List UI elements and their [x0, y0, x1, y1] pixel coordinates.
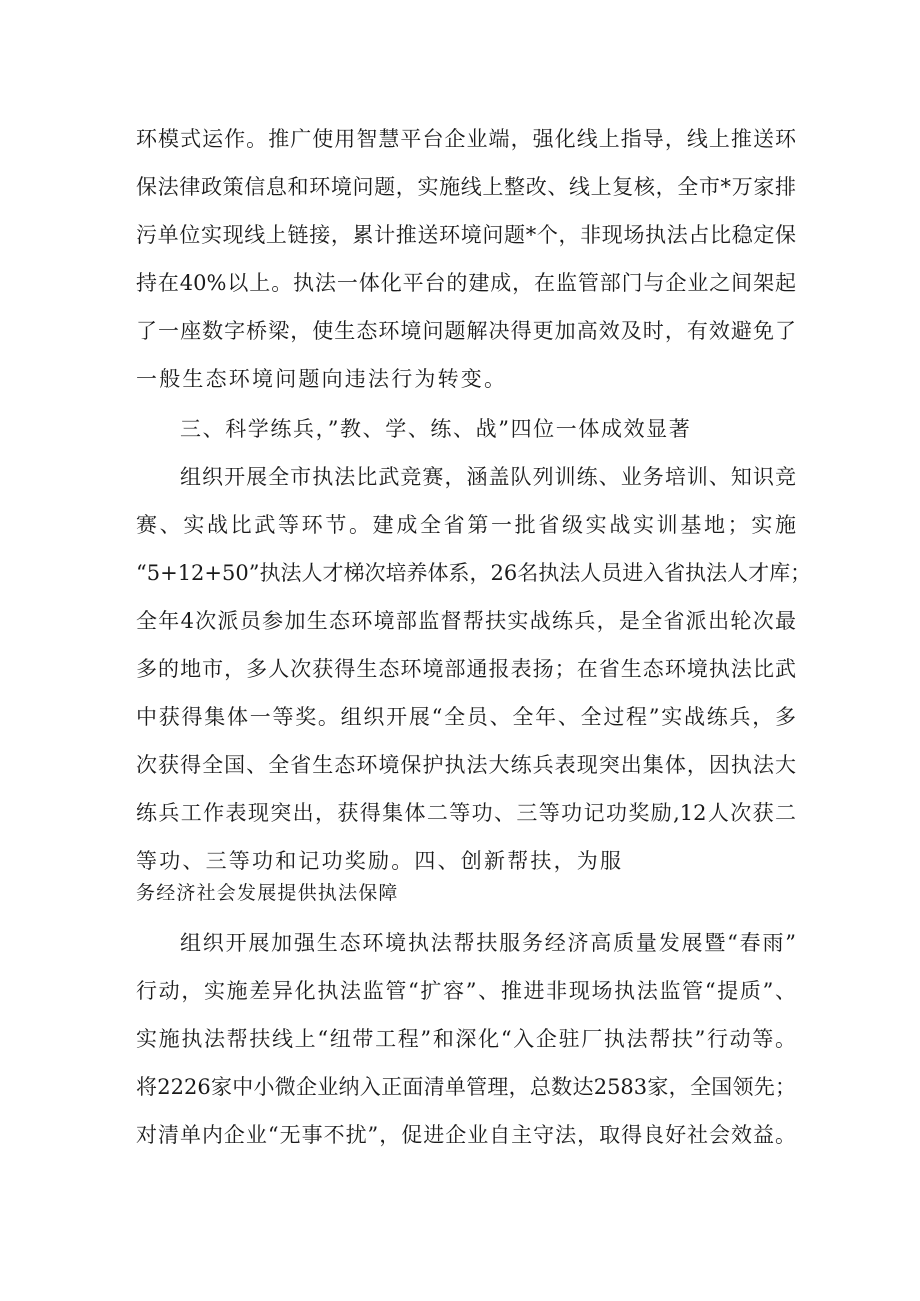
- paragraph-line: 多的地市，多人次获得生态环境部通报表扬；在省生态环境执法比武: [136, 657, 796, 681]
- paragraph-line: 污单位实现线上链接，累计推送环境问题*个，非现场执法占比稳定保: [136, 223, 796, 247]
- paragraph-line: 等功、三等功和记功奖励。四、创新帮扶，为服: [136, 849, 624, 873]
- section-heading: 务经济社会发展提供执法保障: [136, 882, 399, 904]
- paragraph-line: 环模式运作。推广使用智慧平台企业端，强化线上指导，线上推送环: [136, 127, 796, 151]
- paragraph-line: 持在40%以上。执法一体化平台的建成，在监管部门与企业之间架起: [136, 271, 796, 295]
- paragraph-line: 将2226家中小微企业纳入正面清单管理，总数达2583家，全国领先；: [136, 1075, 796, 1099]
- paragraph-line: 组织开展全市执法比武竞赛，涵盖队列训练、业务培训、知识竞: [180, 465, 796, 489]
- paragraph-line: 实施执法帮扶线上“纽带工程”和深化“入企驻厂执法帮扶”行动等。: [136, 1027, 796, 1051]
- paragraph-line: 了一座数字桥梁，使生态环境问题解决得更加高效及时，有效避免了: [136, 319, 796, 343]
- section-heading: 三、科学练兵，”教、学、练、战”四位一体成效显著: [180, 417, 692, 441]
- paragraph-line: 一般生态环境问题向违法行为转变。: [136, 367, 508, 391]
- paragraph-line: 全年4次派员参加生态环境部监督帮扶实战练兵，是全省派出轮次最: [136, 609, 796, 633]
- paragraph-line: 组织开展加强生态环境执法帮扶服务经济高质量发展暨“春雨”: [180, 931, 796, 955]
- paragraph-line: “5+12+50”执法人才梯次培养体系，26名执法人员进入省执法人才库；: [136, 561, 812, 585]
- paragraph-line: 行动，实施差异化执法监管“扩容”、推进非现场执法监管“提质”、: [136, 979, 796, 1003]
- paragraph-line: 保法律政策信息和环境问题，实施线上整改、线上复核，全市*万家排: [136, 175, 796, 199]
- paragraph-line: 中获得集体一等奖。组织开展“全员、全年、全过程”实战练兵，多: [136, 705, 796, 729]
- paragraph-line: 练兵工作表现突出，获得集体二等功、三等功记功奖励,12人次获二: [136, 801, 796, 825]
- paragraph-line: 对清单内企业“无事不扰”，促进企业自主守法，取得良好社会效益。: [136, 1123, 796, 1147]
- paragraph-line: 次获得全国、全省生态环境保护执法大练兵表现突出集体，因执法大: [136, 753, 796, 777]
- paragraph-line: 赛、实战比武等环节。建成全省第一批省级实战实训基地；实施: [136, 513, 796, 537]
